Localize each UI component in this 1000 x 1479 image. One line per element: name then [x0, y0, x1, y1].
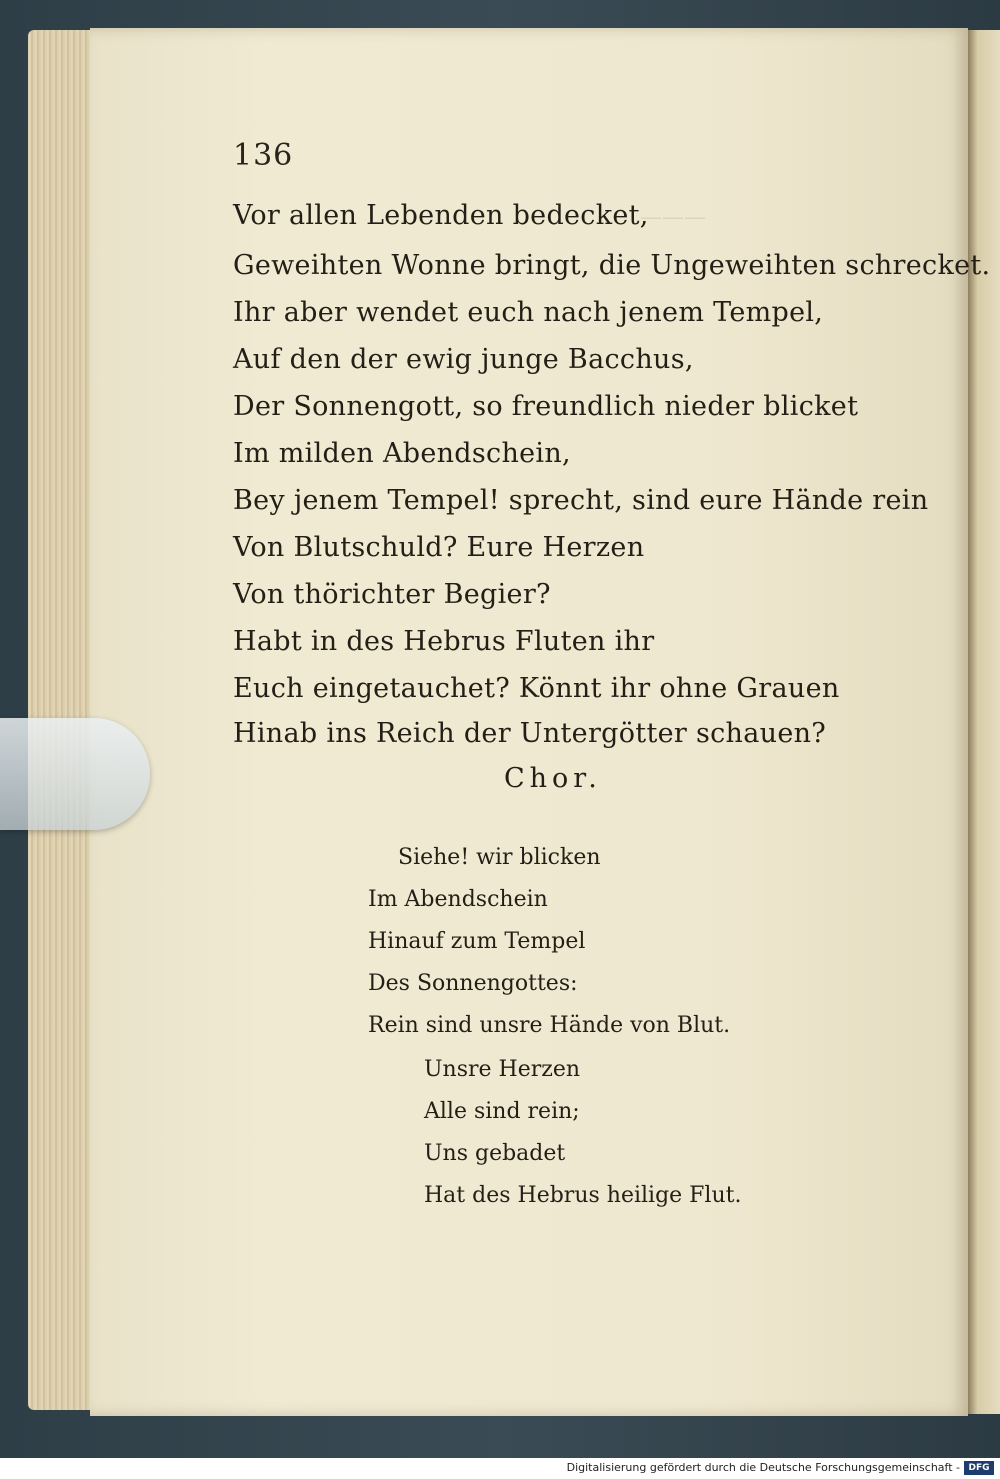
chorus-line: Hinauf zum Tempel: [368, 929, 586, 954]
chorus-line: Alle sind rein;: [424, 1099, 580, 1124]
chorus-line: Des Sonnengottes:: [368, 971, 578, 996]
verse-line: Habt in des Hebrus Fluten ihr: [233, 626, 655, 657]
verse-line: Im milden Abendschein,: [233, 438, 571, 469]
chorus-heading: Chor.: [504, 763, 602, 794]
verse-line: Der Sonnengott, so freundlich nieder blicket: [233, 391, 859, 422]
verse-line: Bey jenem Tempel! sprecht, sind eure Hände rein: [233, 485, 929, 516]
page-holder-clip: [0, 718, 150, 830]
footer-bar: [0, 1458, 1000, 1479]
chorus-line: Uns gebadet: [424, 1141, 566, 1166]
bleed-through: ———: [640, 205, 706, 230]
chorus-line: Unsre Herzen: [424, 1057, 581, 1082]
verse-line: Vor allen Lebenden bedecket,: [233, 200, 649, 231]
chorus-line: Siehe! wir blicken: [398, 845, 601, 870]
verse-line: Von thörichter Begier?: [233, 579, 551, 610]
page-number: 136: [233, 138, 294, 173]
dfg-logo: DFG: [964, 1461, 994, 1475]
verse-line: Ihr aber wendet euch nach jenem Tempel,: [233, 297, 824, 328]
chorus-line: Im Abendschein: [368, 887, 548, 912]
verse-line: Auf den der ewig junge Bacchus,: [233, 344, 694, 375]
chorus-line: Rein sind unsre Hände von Blut.: [368, 1013, 731, 1038]
facing-page-edge: [968, 30, 1000, 1414]
verse-line: Von Blutschuld? Eure Herzen: [233, 532, 645, 563]
funding-notice: Digitalisierung gefördert durch die Deutsche Forschungsgemeinschaft -: [566, 1461, 960, 1474]
chorus-line: Hat des Hebrus heilige Flut.: [424, 1183, 742, 1208]
verse-line: Geweihten Wonne bringt, die Ungeweihten schrecket.: [233, 250, 991, 281]
verse-line: Euch eingetauchet? Könnt ihr ohne Grauen: [233, 673, 840, 704]
verse-line: Hinab ins Reich der Untergötter schauen?: [233, 718, 827, 749]
